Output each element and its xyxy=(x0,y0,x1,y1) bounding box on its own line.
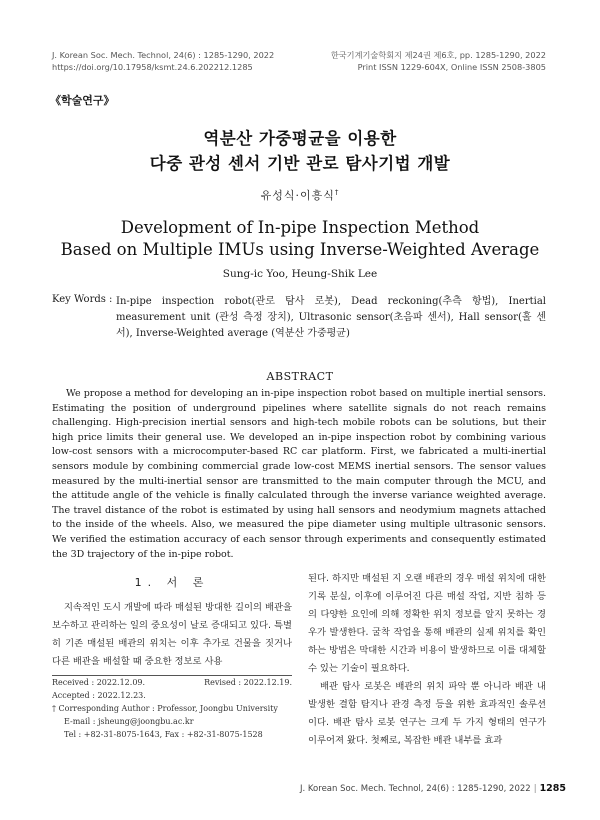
accepted-date: Accepted : 2022.12.23. xyxy=(52,691,146,700)
body-right-paragraph-1: 된다. 하지만 매설된 지 오랜 배관의 경우 매설 위치에 대한 기록 분실, 이후에 이루어진 다른 매설 작업, 지반 침하 등의 다양한 요인에 의해 정확한 위치 정보를 알지 못하는 경우가 발생한다. 굴착 작업을 통해 배관의 실제 위치를 확인 하는 방법은 막대한 시간과 비용이 발생하므로 이를 대체할 수 있는 기술이 필요하다. xyxy=(308,573,546,674)
journal-citation-header: J. Korean Soc. Mech. Technol, 24(6) : 1285-1290, 2022 xyxy=(52,50,275,60)
authors-en: Sung-ic Yoo, Heung-Shik Lee xyxy=(222,268,378,280)
title-en-line-2: Based on Multiple IMUs using Inverse-Weighted Average xyxy=(60,240,540,259)
doi-link[interactable]: https://doi.org/10.17958/ksmt.24.6.202212.1285 xyxy=(52,62,253,72)
title-ko-line-2: 다중 관성 센서 기반 관로 탐사기법 개발 xyxy=(149,154,451,173)
body-left-column: 지속적인 도시 개발에 따라 매설된 방대한 길이의 배관을 보수하고 관리하는 일의 중요성이 날로 증대되고 있다. 특별히 기존 매설된 배관의 위치는 이후 추가로 건물을 짓거나 다른 배관을 배설할 때 중요한 정보로 사용 xyxy=(52,602,292,667)
author-contact: Tel : +82-31-8075-1643, Fax : +82-31-8075-1528 xyxy=(64,730,263,739)
revised-date: Revised : 2022.12.19. xyxy=(204,678,292,687)
footer-citation: J. Korean Soc. Mech. Technol, 24(6) : 1285-1290, 2022 xyxy=(300,784,531,794)
abstract-text: We propose a method for developing an in-pipe inspection robot based on multiple inertial sensors. Estimating the position of underground pipelines where satellite signals do not reach remains challenging. High-precision inertial sensors and high-tech mobile robots can be solutions, but their high price limits their general use. We developed an in-pipe inspection robot by combining various low-cost sensors with a microcomputer-based RC car platform. First, we fabricated a multi-inertial sensors module by combining commercial grade low-cost MEMS inertial sensors. The sensor values measured by the multi-inertial sensor are transmitted to the main computer through the MCU, and the attitude angle of the vehicle is finally calculated through the inverse variance weighted average. The travel distance of the robot is estimated by using hall sensors and neodymium magnets attached to the inside of the wheels. Also, we measured the pipe diameter using multiple ultrasonic sensors. We verified the estimation accuracy of each sensor through experiments and consequently estimated the 3D trajectory of the in-pipe robot. xyxy=(52,388,546,560)
authors-ko-names: 유성식·이흥식 xyxy=(260,189,335,202)
journal-citation-ko: 한국기계기술학회지 제24권 제6호, pp. 1285-1290, 2022 xyxy=(330,50,546,60)
body-right-column xyxy=(308,570,546,750)
corresponding-author: † Corresponding Author : Professor, Joongbu University xyxy=(52,704,278,713)
page-number: 1285 xyxy=(539,783,567,794)
section-heading: 1. 서 론 xyxy=(134,576,210,589)
body-right-paragraph-2: 배관 탐사 로봇은 배관의 위치 파악 뿐 아니라 배관 내 발생한 결함 탐지나 관경 측정 등을 위한 효과적인 솔루션이다. 배관 탐사 로봇 연구는 크게 두 가지 형태의 연구가 이루어져 왔다. 첫째로, 복잡한 배관 내부를 효과 xyxy=(308,681,546,746)
author-email[interactable]: E-mail : jsheung@joongbu.ac.kr xyxy=(64,717,194,726)
authors-ko xyxy=(0,187,600,203)
corresponding-mark: † xyxy=(334,188,340,197)
issn-info: Print ISSN 1229-604X, Online ISSN 2508-3805 xyxy=(357,62,546,72)
title-en-line-1: Development of In-pipe Inspection Method xyxy=(120,218,480,237)
article-category: 《학술연구》 xyxy=(50,94,115,107)
received-date: Received : 2022.12.09. xyxy=(52,678,146,687)
title-ko-line-1: 역분산 가중평균을 이용한 xyxy=(203,129,397,148)
footnote-divider xyxy=(52,675,292,676)
page-footer xyxy=(300,783,567,794)
keywords-label: Key Words : xyxy=(52,294,113,305)
abstract-heading: ABSTRACT xyxy=(266,370,334,383)
footer-separator: | xyxy=(533,784,537,794)
keywords-text: In-pipe inspection robot(관로 탐사 로봇), Dead reckoning(추측 항법), Inertial measurement unit (관성 측정 장치), Ultrasonic sensor(초음파 센서), Hall sensor(홀 센서), Inverse-Weighted average (역분산 가중평균) xyxy=(116,296,546,339)
